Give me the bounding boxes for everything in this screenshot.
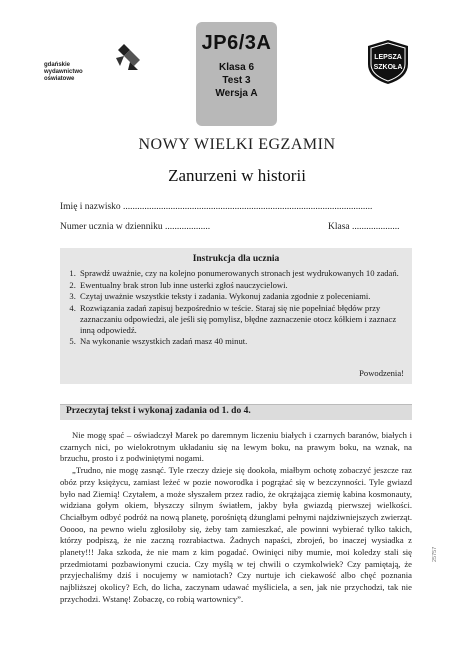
test-header-box xyxy=(196,22,277,126)
publisher-name-line3: oświatowe xyxy=(44,76,75,82)
test-class: Klasa 6 xyxy=(218,62,255,73)
reading-paragraph: Nie mogę spać – oświadczył Marek po daremnym liczeniu białych i czarnych baranów, białych i czarnych nici, po wielokrotnym układaniu się na lewym boku, na prawym boku, na wznak, na brzuchu, prosto i z podwiniętymi nogami. xyxy=(60,430,412,464)
instruction-item: 2. Ewentualny brak stron lub inne usterki zgłoś nauczycielowi. xyxy=(78,280,404,291)
test-version: Wersja A xyxy=(215,88,258,99)
instruction-item: 1. Sprawdź uważnie, czy na kolejno ponumerowanych stronach jest wydrukowanych 10 zadań. xyxy=(78,268,404,279)
exam-title: NOWY WIELKI EGZAMIN xyxy=(138,136,336,153)
exam-subtitle: Zanurzeni w historii xyxy=(168,166,306,185)
publisher-name-line1: gdańskie xyxy=(44,62,71,68)
instruction-item: 5. Na wykonanie wszystkich zadań masz 40 minut. xyxy=(78,336,404,347)
instruction-item: 4. Rozwiązania zadań zapisuj bezpośrednio w teście. Staraj się nie popełniać błędów przy zaznaczaniu odpowiedzi, ale jeśli się pomylisz, błędne zaznaczenie otocz kółkiem i zaznacz inną odpowiedź. xyxy=(78,303,404,336)
task-header: Przeczytaj tekst i wykonaj zadania od 1. do 4. xyxy=(66,406,251,416)
reading-text xyxy=(60,430,412,606)
side-code: 25757 xyxy=(432,546,438,562)
reading-paragraph: „Trudno, nie mogę zasnąć. Tyle rzeczy dzieje się dookoła, miałbym ochotę zobaczyć jeszcze raz obóz przy księżycu, zamiast leżeć w pozie noworodka i pogrążać się w bezczynności. Tyle gwiazd było nad Ziemią! Czytałem, a może słyszałem przez radio, że okrążająca ziemię kabina kosmonauty, widziana gołym okiem, błyszczy silnym światłem, jakby była gwiazdą pierwszej wielkości. Chciałbym odbyć podróż na nową planetę, porośniętą dżunglami pełnymi najdziwniejszych zwierząt. Ooooo, na pewno wielu zgłosiłoby się, żeby tam zamieszkać, ale powinni wybierać tylko takich, którzy podpiszą, że nie zaczną rozrabiactwa. Żadnych napaści, zbrojeń, bo inaczej wysiadka z planety!!! Jaka szkoda, że nie mam z kim pogadać. Owinięci niby mumie, moi koledzy stali się przedmiotami pozbawionymi czucia. Czy myślą w tej chwili o czymkolwiek? Czy pamiętają, że przyjechaliśmy dziś i nocujemy w namiotach? Czy nurtuje ich ciekawość albo chęć poznania najbliższej okolicy? Ech, do licha, zaczynam udawać myśliciela, a sen, jak nie przychodzi, tak nie przychodzi. Wstanę! Zobaczę, co robią wartownicy”. xyxy=(60,465,412,604)
publisher-mark-icon xyxy=(110,42,144,72)
task-header-bar xyxy=(60,404,412,420)
badge-line2: SZKOŁA xyxy=(373,64,403,71)
instruction-item: 3. Czytaj uważnie wszystkie teksty i zadania. Wykonuj zadania zgodnie z poleceniami. xyxy=(78,291,404,302)
instructions-closing: Powodzenia! xyxy=(359,368,404,378)
class-field[interactable]: Klasa .................... xyxy=(328,222,400,232)
student-number-field[interactable]: Numer ucznia w dzienniku ................... xyxy=(60,222,211,232)
publisher-logo xyxy=(22,40,152,100)
instructions-box xyxy=(60,248,412,384)
instructions-heading: Instrukcja dla ucznia xyxy=(192,254,280,264)
publisher-name-line2: wydawnictwo xyxy=(44,69,83,75)
badge-line1: LEPSZA xyxy=(374,54,402,61)
test-number: Test 3 xyxy=(222,75,251,86)
name-field[interactable]: Imię i nazwisko ......................................................................................................... xyxy=(60,202,373,212)
instructions-list xyxy=(60,268,412,347)
lepsza-szkola-badge-icon xyxy=(366,38,410,86)
test-code: JP6/3A xyxy=(201,32,272,54)
